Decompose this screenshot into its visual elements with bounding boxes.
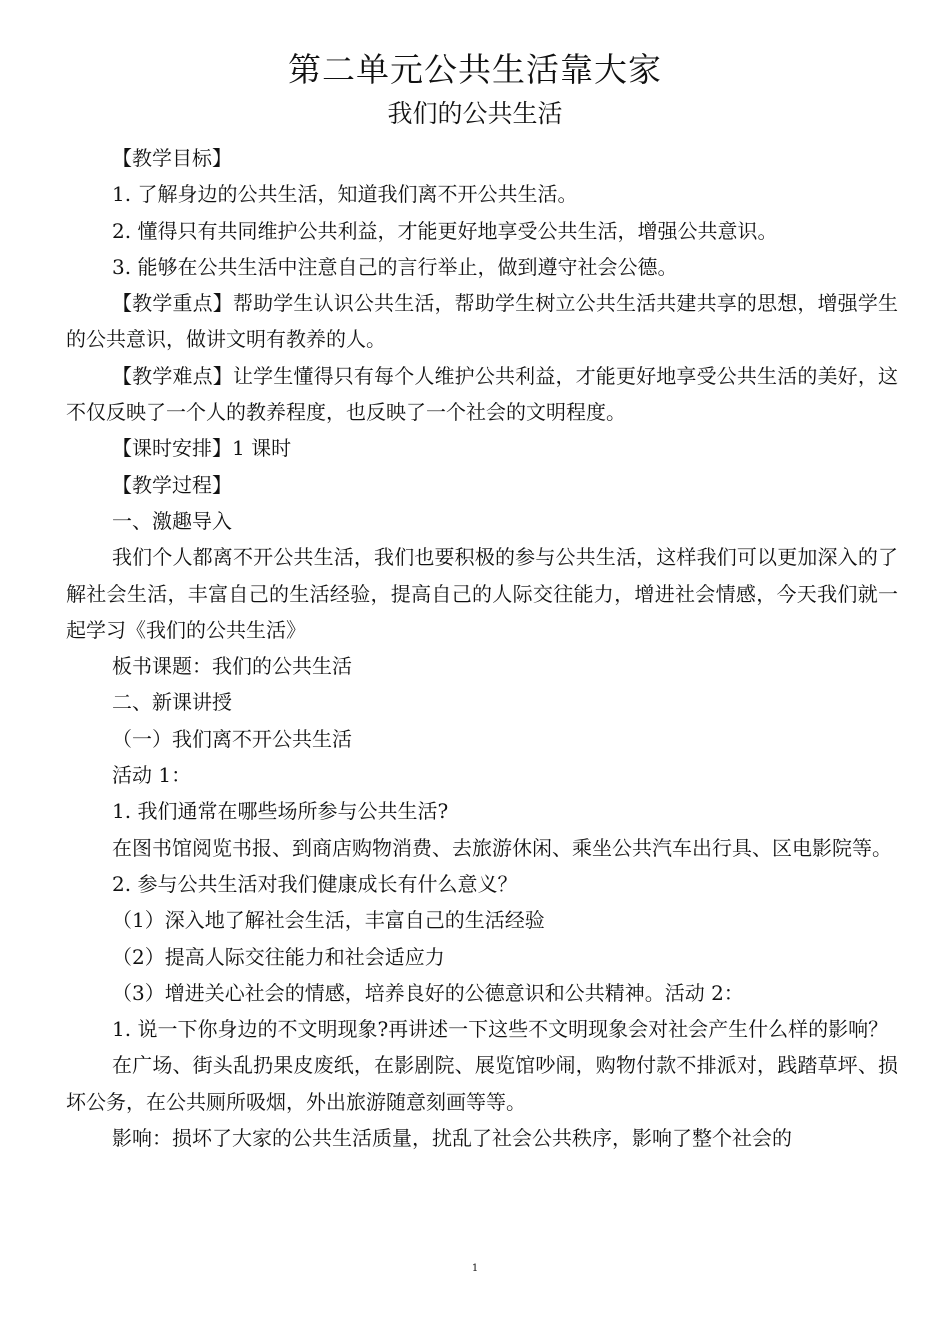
key-points-paragraph: 【教学重点】帮助学生认识公共生活，帮助学生树立公共生活共建共享的思想，增强学生的公共意识，做讲文明有教养的人。 — [66, 291, 898, 352]
answer-item: （3）增进关心社会的情感，培养良好的公德意识和公共精神。活动 2： — [112, 980, 744, 1005]
schedule-paragraph: 【课时安排】1 课时 — [112, 436, 292, 461]
body-paragraph: 板书课题：我们的公共生活 — [112, 654, 352, 679]
objective-item: 1. 了解身边的公共生活，知道我们离不开公共生活。 — [112, 182, 578, 207]
objective-item: 3. 能够在公共生活中注意自己的言行举止，做到遵守社会公德。 — [112, 254, 678, 279]
question-item: 1. 说一下你身边的不文明现象?再讲述一下这些不文明现象会对社会产生什么样的影响？ — [112, 1017, 889, 1042]
subsection-heading: （一）我们离不开公共生活 — [112, 726, 352, 751]
body-paragraph: 我们个人都离不开公共生活，我们也要积极的参与公共生活，这样我们可以更加深入的了解社会生活，丰富自己的生活经验，提高自己的人际交往能力，增进社会情感，今天我们就一起学习《我们的公共生活》 — [66, 545, 898, 642]
body-paragraph: 影响：损坏了大家的公共生活质量，扰乱了社会公共秩序，影响了整个社会的 — [112, 1126, 792, 1151]
document-subtitle: 我们的公共生活 — [387, 99, 563, 128]
page-number: 1 — [471, 1263, 479, 1274]
body-paragraph: 在广场、街头乱扔果皮废纸，在影剧院、展览馆吵闹，购物付款不排派对，践踏草坪、损坏公务，在公共厕所吸烟，外出旅游随意刻画等等。 — [66, 1053, 898, 1114]
document-body — [66, 140, 898, 1156]
question-item: 1. 我们通常在哪些场所参与公共生活? — [112, 799, 449, 824]
section-heading-objectives: 【教学目标】 — [112, 146, 232, 170]
subsection-heading: 一、激趣导入 — [112, 508, 232, 533]
section-heading-process: 【教学过程】 — [112, 472, 232, 497]
activity-label: 活动 1： — [112, 763, 192, 788]
question-item: 2. 参与公共生活对我们健康成长有什么意义？ — [112, 871, 518, 896]
answer-item: （1）深入地了解社会生活，丰富自己的生活经验 — [112, 908, 545, 933]
body-paragraph: 在图书馆阅览书报、到商店购物消费、去旅游休闲、乘坐公共汽车出行具、区电影院等。 — [112, 835, 892, 860]
answer-item: （2）提高人际交往能力和社会适应力 — [112, 944, 445, 969]
objective-item: 2. 懂得只有共同维护公共利益，才能更好地享受公共生活，增强公共意识。 — [112, 218, 778, 243]
subsection-heading: 二、新课讲授 — [112, 690, 232, 715]
difficult-points-paragraph: 【教学难点】让学生懂得只有每个人维护公共利益，才能更好地享受公共生活的美好，这不仅反映了一个人的教养程度，也反映了一个社会的文明程度。 — [66, 363, 898, 425]
document-title: 第二单元公共生活靠大家 — [288, 50, 662, 89]
